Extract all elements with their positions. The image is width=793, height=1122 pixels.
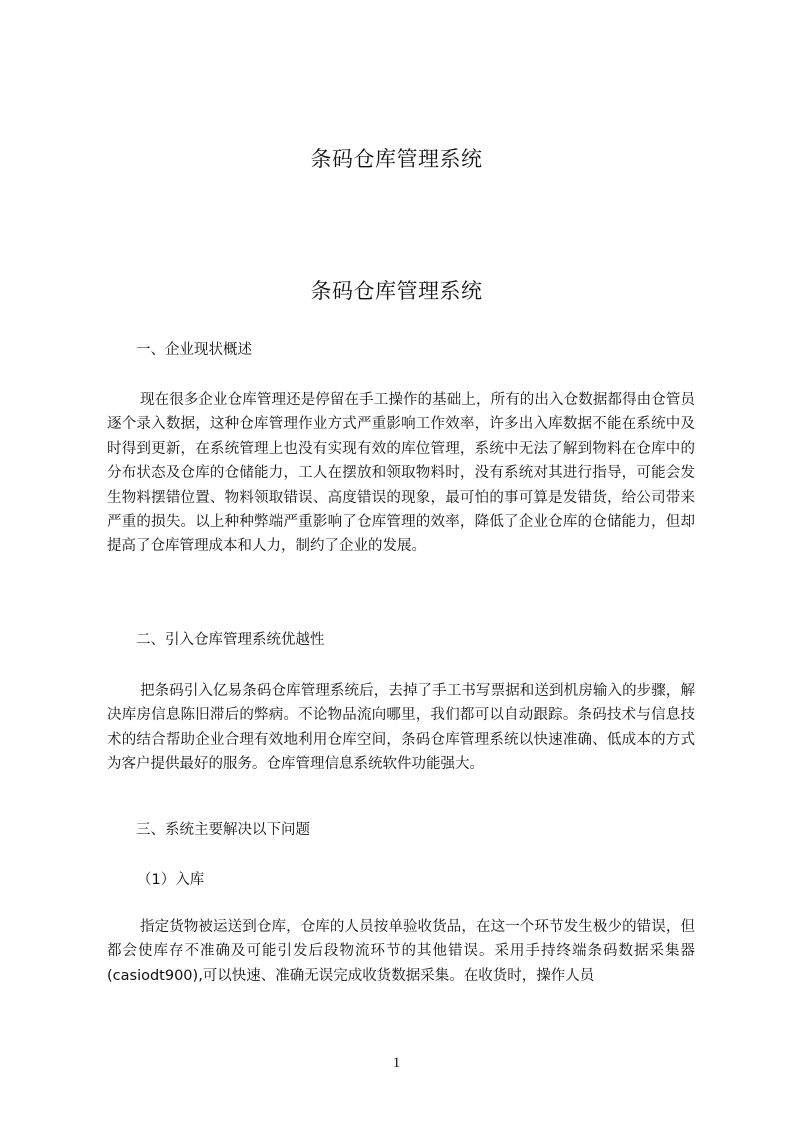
section-paragraph-2: 把条码引入亿易条码仓库管理系统后，去掉了手工书写票据和送到机房输入的步骤，解决库房信息陈旧滞后的弊病。不论物品流向哪里，我们都可以自动跟踪。条码技术与信息技术的结合帮助企业合理有效地利用仓库空间，条码仓库管理系统以快速准确、低成本的方式为客户提供最好的服务。仓库管理信息系统软件功能强大。 xyxy=(107,683,695,773)
section-paragraph-3: 指定货物被运送到仓库，仓库的人员按单验收货品，在这一个环节发生极少的错误，但都会使库存不准确及可能引发后段物流环节的其他错误。采用手持终端条码数据采集器(casiodt900),可以快速、准确无误完成收货数据采集。在收货时，操作人员 xyxy=(107,919,695,984)
section-paragraph-1: 现在很多企业仓库管理还是停留在手工操作的基础上，所有的出入仓数据都得由仓管员逐个录入数据，这种仓库管理作业方式严重影响工作效率，许多出入库数据不能在系统中及时得到更新，在系统管理上也没有实现有效的库位管理，系统中无法了解到物料在仓库中的分布状态及仓库的仓储能力，工人在摆放和领取物料时，没有系统对其进行指导，可能会发生物料摆错位置、物料领取错误、高度错误的现象，最可怕的事可算是发错货，给公司带来严重的损失。以上种种弊端严重影响了仓库管理的效率，降低了企业仓库的仓储能力，但却提高了仓库管理成本和人力，制约了企业的发展。 xyxy=(107,392,695,555)
page-number: 1 xyxy=(392,1055,401,1071)
section-heading-1: 一、企业现状概述 xyxy=(136,342,252,358)
section-heading-3: 三、系统主要解决以下问题 xyxy=(136,822,310,838)
main-title: 条码仓库管理系统 xyxy=(310,279,483,303)
cover-title: 条码仓库管理系统 xyxy=(310,147,483,171)
subsection-heading-inbound: （1）入库 xyxy=(137,872,205,888)
section-heading-2: 二、引入仓库管理系统优越性 xyxy=(136,632,325,648)
